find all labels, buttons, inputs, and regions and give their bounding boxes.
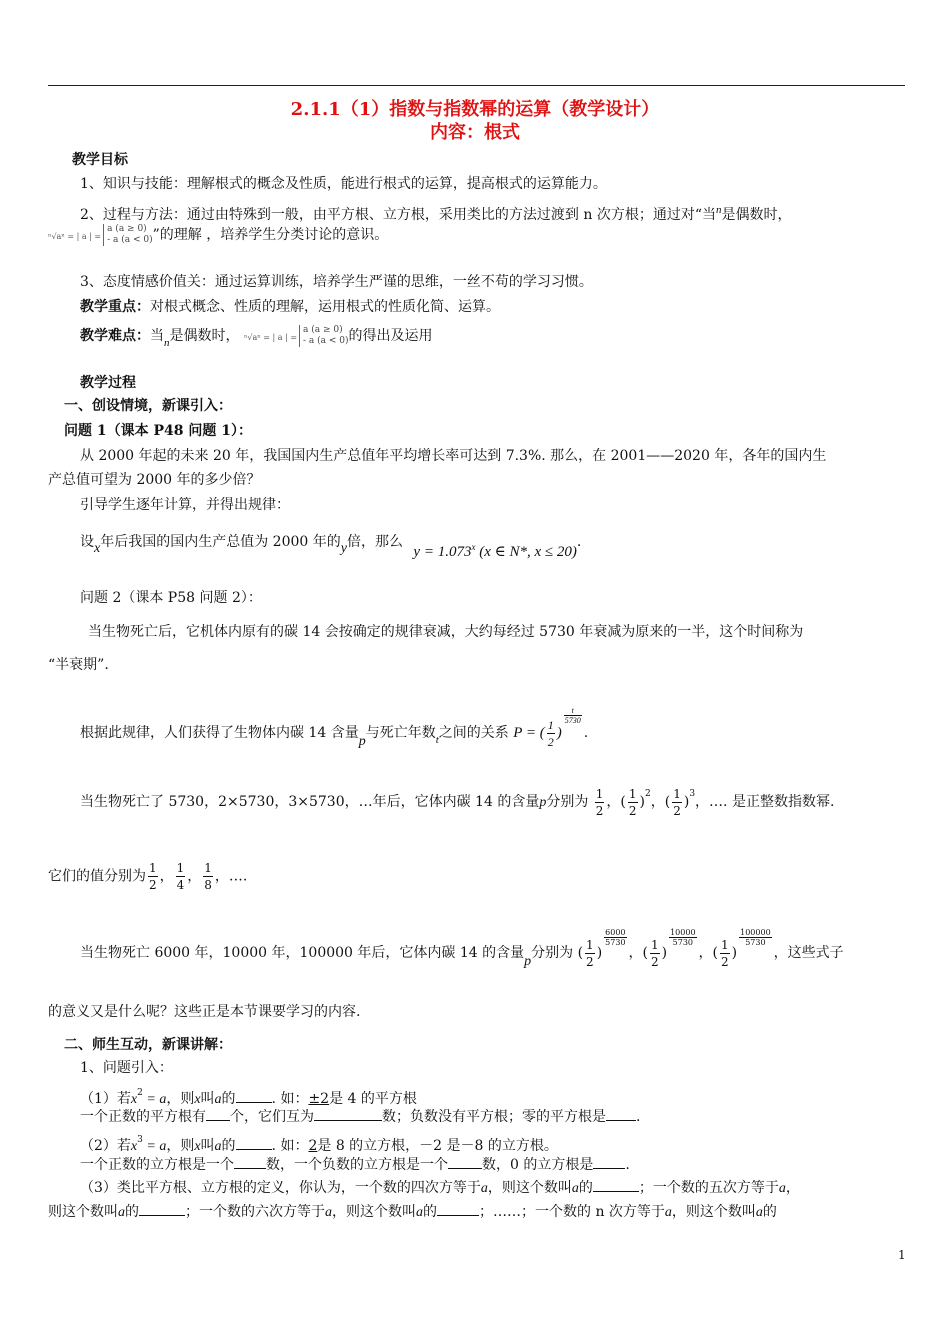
key-point: 教学重点：对根式概念、性质的理解，运用根式的性质化简、运算。 (80, 299, 500, 315)
problem-2-title: 问题 2（课本 P58 问题 2）： (80, 590, 262, 606)
step-1-item-3: （2）若$x^3 = a$，则x叫a的 . 如：2是 8 的立方根，－2 是－8 的立方根。 (80, 1135, 558, 1154)
problem-2-line-6: 当生物死亡 6000 年，10000 年，100000 年后，它体内碳 14 的含量p分别为 ( $\frac{1}{2}$ ) $\frac{6000}{5730}$ ，( $\frac{1}{2}$ ) $\frac{10000}{5730}$ ，( $\frac{1}{2}$ ) $\frac{100000}{5730}$ ，这些式子 (80, 928, 844, 969)
step-1-item-1: （1）若$x^2 = a$，则x叫a的 . 如：±2是 4 的平方根 (80, 1088, 417, 1107)
objective-3: 3、态度情感价值关：通过运算训练，培养学生严谨的思维，一丝不苟的学习习惯。 (80, 274, 593, 290)
answer-blank[interactable] (593, 1154, 625, 1169)
problem-2-line-7: 的意义又是什么呢？这些正是本节课要学习的内容. (48, 1004, 361, 1020)
document-title: 2.1.1（1）指数与指数幂的运算（教学设计） (290, 99, 660, 120)
problem-1-line-4: 设x年后我国的国内生产总值为 2000 年的y倍，那么 $y = 1.073^x$ (x ∈ N*, x ≤ 20). (80, 534, 582, 560)
answer-blank[interactable] (314, 1106, 382, 1121)
problem-2-line-1: 当生物死亡后，它机体内原有的碳 14 会按确定的规律衰减，大约每经过 5730 年衰减为原来的一半，这个时间称为 (88, 624, 804, 640)
problem-2-line-4: 当生物死亡了 5730，2×5730，3×5730，…年后，它体内碳 14 的含量p分别为 $\frac{1}{2}$ ，( $\frac{1}{2}$ )$^2$，( $\frac{1}{2}$ )$^3$，…. 是正整数指数幂. (80, 786, 835, 818)
answer-blank[interactable] (448, 1154, 482, 1169)
step-1-item-2: 一个正数的平方根有 个，它们互为 数；负数没有平方根；零的平方根是 . (80, 1106, 640, 1127)
objectives-heading: 教学目标 (72, 152, 128, 168)
answer-blank[interactable] (236, 1088, 272, 1103)
step-1-item-6: 则这个数叫a的 ；一个数的六次方等于a，则这个数叫a的 ；……；一个数的 n 次方等于a，则这个数叫a的 (48, 1201, 777, 1223)
page-number: 1 (898, 1248, 906, 1262)
process-heading: 教学过程 (80, 375, 136, 391)
problem-1-line-2: 产总值可望为 2000 年的多少倍？ (48, 472, 261, 488)
top-rule (48, 85, 905, 86)
problem-1-line-3: 引导学生逐年计算，并得出规律： (80, 497, 290, 513)
growth-formula: $y = 1.073^x$ (x ∈ N*, x ≤ 20) (413, 542, 577, 560)
answer-blank[interactable] (437, 1201, 479, 1216)
problem-2-line-2: “半衰期”. (48, 657, 109, 673)
section-2-heading: 二、师生互动，新课讲解： (64, 1037, 232, 1053)
objective-1: 1、知识与技能：理解根式的概念及性质，能进行根式的运算，提高根式的运算能力。 (80, 176, 607, 192)
step-1-item-5: （3）类比平方根、立方根的定义，你认为，一个数的四次方等于a，则这个数叫a的 ；一个数的五次方等于a， (80, 1177, 800, 1199)
objective-2-cont: ⁿ√aⁿ = | a | = a (a ≥ 0) - a (a < 0) ”的理解 ，培养学生分类讨论的意识。 (48, 224, 389, 245)
step-1-item-4: 一个正数的立方根是一个 数，一个负数的立方根是一个 数，0 的立方根是 . (80, 1154, 630, 1175)
answer-blank[interactable] (139, 1201, 185, 1216)
step-1-heading: 1、问题引入： (80, 1060, 173, 1076)
objective-2: 2、过程与方法：通过由特殊到一般，由平方根、立方根，采用类比的方法过渡到 n 次方根；通过对“当$^n$是偶数时， (80, 204, 792, 223)
answer-blank[interactable] (206, 1106, 230, 1121)
answer-blank[interactable] (593, 1177, 639, 1192)
problem-1-line-1: 从 2000 年起的未来 20 年，我国国内生产总值年平均增长率可达到 7.3%. 那么，在 2001——2020 年，各年的国内生 (80, 448, 827, 464)
answer-blank[interactable] (234, 1154, 266, 1169)
problem-2-line-5: 它们的值分别为 $\frac{1}{2}$ ， $\frac{1}{4}$ ， $\frac{1}{8}$ ，…. (48, 861, 248, 892)
difficult-point: 教学难点：当$_n$是偶数时， ⁿ√aⁿ = | a | = a (a ≥ 0) - a (a < 0) 的得出及运用 (80, 325, 433, 349)
answer-blank[interactable] (236, 1135, 272, 1150)
section-1-heading: 一、创设情境，新课引入： (64, 398, 232, 414)
problem-1-title: 问题 1（课本 P48 问题 1）： (64, 423, 252, 439)
document-subtitle: 内容：根式 (430, 122, 520, 143)
decay-formula: P = ( $\frac{1}{2}$ ) $\frac{t}{5730}$ (513, 706, 581, 750)
problem-2-line-3: 根据此规律，人们获得了生物体内碳 14 含量p与死亡年数$_t$之间的关系 P = ( $\frac{1}{2}$ ) $\frac{t}{5730}$ . (80, 706, 589, 750)
answer-blank[interactable] (606, 1106, 636, 1121)
